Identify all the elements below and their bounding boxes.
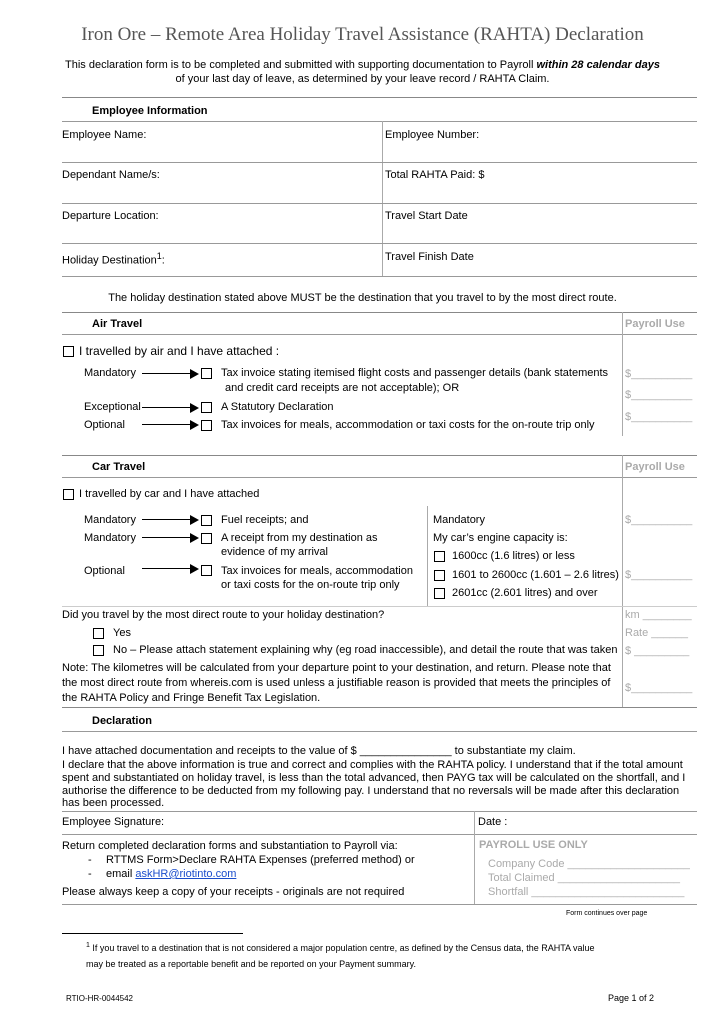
- car-travel-heading: Car Travel: [92, 461, 146, 473]
- air-optional-checkbox[interactable]: [201, 420, 212, 431]
- arrow-right-icon: [142, 420, 199, 430]
- engine-option-label: 1601 to 2600cc (1.601 – 2.6 litres): [452, 569, 619, 581]
- air-payroll-blank[interactable]: $__________: [625, 411, 693, 423]
- document-id: RTIO-HR-0044542: [66, 994, 133, 1003]
- return-instructions: Return completed declaration forms and substantiation to Payroll via:: [62, 840, 398, 852]
- total-claimed-field[interactable]: Total Claimed ____________________: [488, 872, 681, 884]
- payroll-use-only-heading: PAYROLL USE ONLY: [479, 839, 588, 851]
- car-optional-checkbox[interactable]: [201, 565, 212, 576]
- arrow-right-icon: [142, 403, 199, 413]
- form-continues-note: Form continues over page: [566, 910, 648, 917]
- km-note-line: the most direct route from whereis.com is used unless a justifiable reason is provided that meets the principles of: [62, 677, 611, 689]
- rate-blank[interactable]: Rate ______: [625, 627, 688, 639]
- air-row-label: Exceptional: [84, 401, 141, 413]
- air-row-label: Optional: [84, 419, 125, 431]
- arrow-right-icon: [142, 369, 199, 379]
- footnote: $^1$ If you travel to a destination that is not considered a major population centre, as defined by the Census data, the RAHTA value: [86, 942, 595, 953]
- page-number: Page 1 of 2: [608, 993, 655, 1003]
- air-payroll-blank[interactable]: $__________: [625, 389, 693, 401]
- direct-route-no-checkbox[interactable]: [93, 645, 104, 656]
- car-travel-checkbox[interactable]: [63, 489, 74, 500]
- page-title: Iron Ore – Remote Area Holiday Travel Assistance (RAHTA) Declaration: [81, 24, 644, 45]
- arrow-right-icon: [142, 564, 199, 574]
- engine-option-checkbox[interactable]: [434, 551, 445, 562]
- car-payroll-blank[interactable]: $__________: [625, 514, 693, 526]
- employee-name-label: Employee Name:: [62, 129, 147, 141]
- air-travel-checkbox-label: I travelled by air and I have attached :: [79, 344, 280, 358]
- car-fuel-checkbox[interactable]: [201, 515, 212, 526]
- engine-option-checkbox[interactable]: [434, 588, 445, 599]
- km-blank[interactable]: km ________: [625, 609, 692, 621]
- air-travel-checkbox[interactable]: [63, 346, 74, 357]
- air-travel-heading: Air Travel: [92, 318, 143, 330]
- date-label: Date :: [478, 816, 508, 828]
- air-row-text: Tax invoices for meals, accommodation or taxi costs for the on-route trip only: [221, 419, 595, 431]
- note-payroll-blank[interactable]: $__________: [625, 682, 693, 694]
- travel-finish-label: Travel Finish Date: [385, 251, 474, 263]
- travel-start-label: Travel Start Date: [385, 210, 468, 222]
- air-row-text-2: and credit card receipts are not acceptable); OR: [225, 382, 460, 394]
- car-row-text: A receipt from my destination as: [221, 532, 378, 544]
- engine-mandatory-label: Mandatory: [433, 514, 485, 526]
- air-payroll-use-heading: Payroll Use: [625, 318, 685, 330]
- car-row-text: Fuel receipts; and: [221, 514, 309, 526]
- air-row-text: Tax invoice stating itemised flight costs and passenger details (bank statements: [221, 367, 609, 379]
- engine-option-label: 2601cc (2.601 litres) and over: [452, 587, 598, 599]
- footnote-line-2: may be treated as a reportable benefit and be reported on your Payment summary.: [86, 959, 417, 969]
- engine-capacity-question: My car’s engine capacity is:: [433, 532, 568, 544]
- holiday-destination-label: Holiday Destination$^1$:: [62, 251, 165, 267]
- employee-number-label: Employee Number:: [385, 129, 480, 141]
- company-code-field[interactable]: Company Code ____________________: [488, 858, 690, 870]
- car-payroll-blank[interactable]: $__________: [625, 569, 693, 581]
- air-exceptional-checkbox[interactable]: [201, 402, 212, 413]
- km-note-line: the RAHTA Policy and Fringe Benefit Tax Legislation.: [62, 692, 321, 704]
- car-row-label: Mandatory: [84, 532, 136, 544]
- car-payroll-use-heading: Payroll Use: [625, 461, 685, 473]
- askhr-email-link[interactable]: askHR@riotinto.com: [135, 868, 237, 880]
- keep-receipts-note: Please always keep a copy of your receipts - originals are not required: [62, 886, 405, 898]
- car-row-text: Tax invoices for meals, accommodation: [221, 565, 413, 577]
- direct-route-no-label: No – Please attach statement explaining why (eg road inaccessible), and detail the route that was taken: [113, 644, 618, 656]
- departure-location-label: Departure Location:: [62, 210, 159, 222]
- arrow-right-icon: [142, 515, 199, 525]
- engine-option-checkbox[interactable]: [434, 570, 445, 581]
- intro-text: This declaration form is to be completed and submitted with supporting documentation to Payroll within 28 calendar days of your last day of leave, as determined by your leave record / RAHTA Claim.: [65, 59, 660, 85]
- car-row-label: Optional: [84, 565, 125, 577]
- dependant-names-label: Dependant Name/s:: [62, 169, 160, 181]
- declaration-line: I declare that the above information is true and correct and complies with the RAHTA policy. I understand that if the total amount: [62, 759, 683, 771]
- direct-route-yes-checkbox[interactable]: [93, 628, 104, 639]
- declaration-line: I have attached documentation and receipts to the value of $ _______________ to substantiate my claim.: [62, 745, 576, 757]
- direct-route-yes-label: Yes: [113, 627, 131, 639]
- email-instruction: email askHR@riotinto.com: [106, 868, 237, 880]
- air-payroll-blank[interactable]: $__________: [625, 368, 693, 380]
- air-row-label: Mandatory: [84, 367, 136, 379]
- declaration-line: has been processed.: [62, 797, 165, 809]
- car-row-text-2: or taxi costs for the on-route trip only: [221, 579, 400, 591]
- rttms-instruction: RTTMS Form>Declare RAHTA Expenses (preferred method) or: [106, 854, 415, 866]
- total-rahta-label: Total RAHTA Paid: $: [385, 169, 485, 181]
- arrow-right-icon: [142, 533, 199, 543]
- car-row-label: Mandatory: [84, 514, 136, 526]
- declaration-line: authorise the difference to be deducted from my following pay. I understand that no reversals will be made after this declaration: [62, 785, 680, 797]
- engine-option-label: 1600cc (1.6 litres) or less: [452, 550, 575, 562]
- car-row-text-2: evidence of my arrival: [221, 546, 328, 558]
- car-receipt-checkbox[interactable]: [201, 533, 212, 544]
- employee-signature-label: Employee Signature:: [62, 816, 165, 828]
- km-note-line: Note: The kilometres will be calculated from your departure point to your destination, and return. Please note that: [62, 662, 611, 674]
- air-row-text: A Statutory Declaration: [221, 401, 334, 413]
- shortfall-field[interactable]: Shortfall _________________________: [488, 886, 685, 898]
- bullet-dash: -: [88, 868, 92, 880]
- air-mandatory-checkbox[interactable]: [201, 368, 212, 379]
- destination-note: The holiday destination stated above MUST be the destination that you travel to by the most direct route.: [108, 292, 617, 304]
- bullet-dash: -: [88, 854, 92, 866]
- direct-route-question: Did you travel by the most direct route to your holiday destination?: [62, 609, 385, 621]
- employee-info-heading: Employee Information: [92, 105, 208, 117]
- declaration-line: spent and substantiated on holiday travel, is less than the total advanced, then PAYG tax will be calculated on the shortfall, and I: [62, 772, 686, 784]
- declaration-heading: Declaration: [92, 715, 152, 727]
- car-travel-checkbox-label: I travelled by car and I have attached: [79, 488, 260, 500]
- dollar-blank[interactable]: $ _________: [625, 645, 690, 657]
